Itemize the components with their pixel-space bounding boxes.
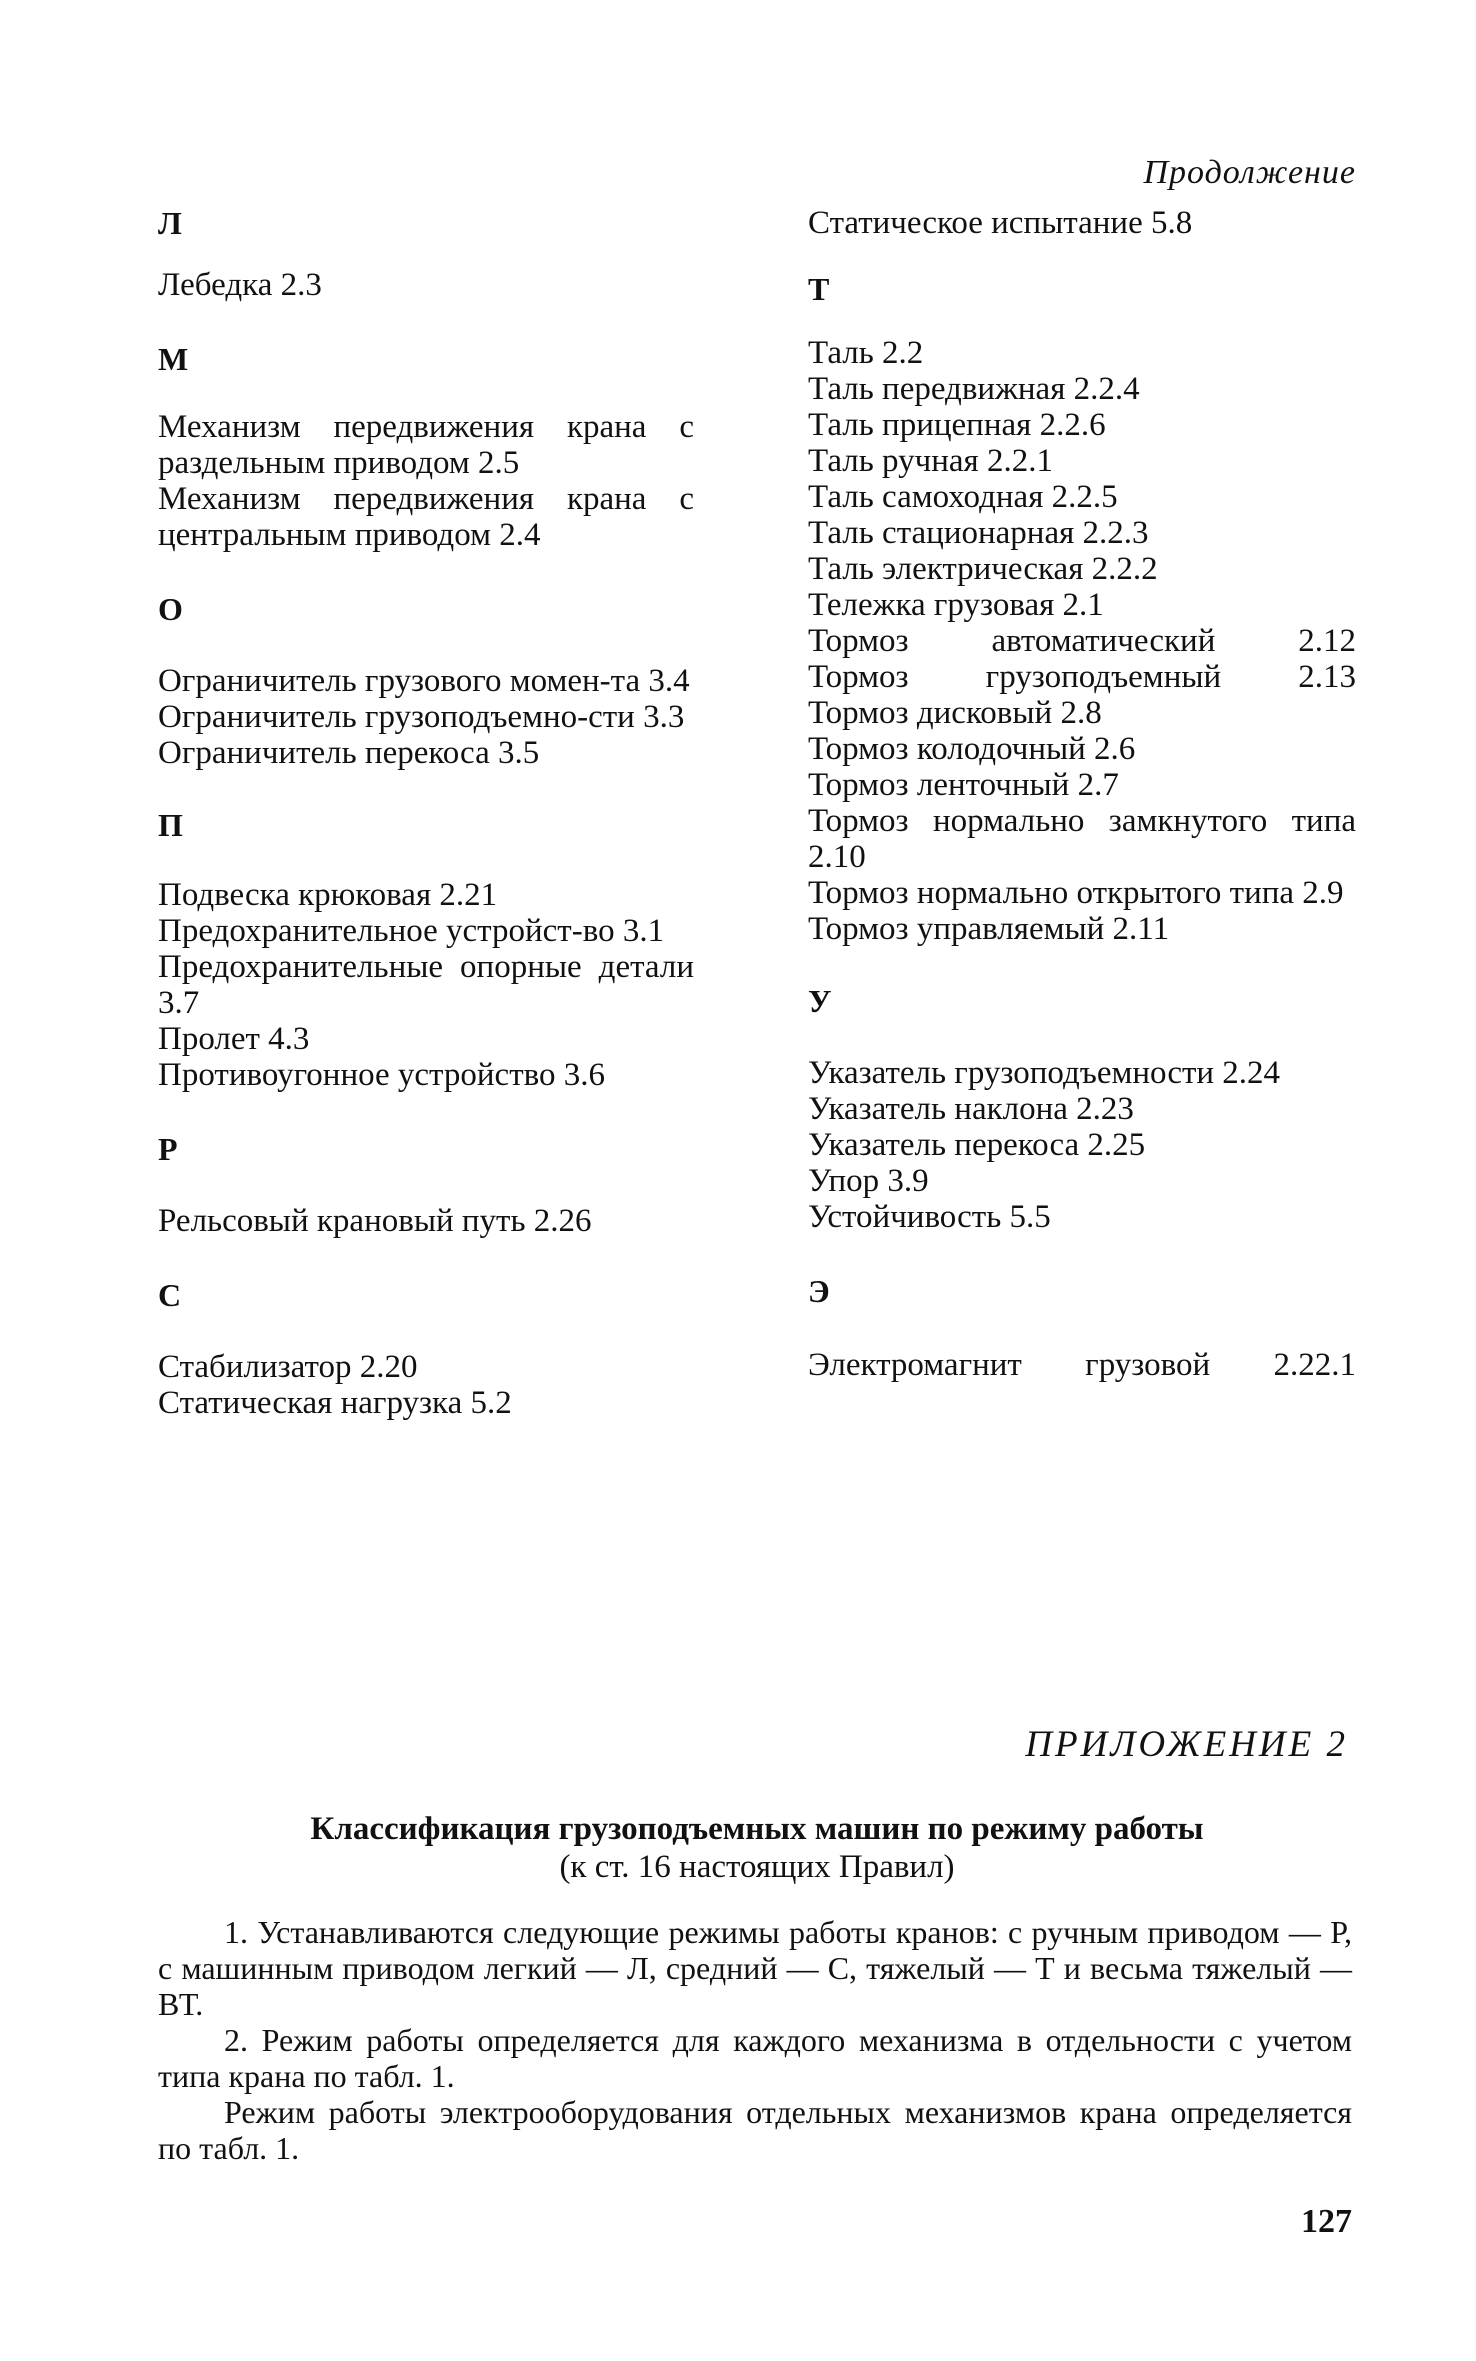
continuation-label: Продолжение: [1143, 154, 1356, 191]
index-entry: Таль стационарная 2.2.3: [808, 515, 1149, 551]
index-entry: Ограничитель грузоподъемно-сти 3.3: [158, 699, 685, 735]
index-entry: Рельсовый крановый путь 2.26: [158, 1203, 592, 1239]
index-entry: Тормоз дисковый 2.8: [808, 695, 1102, 731]
appendix-title: ПРИЛОЖЕНИЕ 2: [1025, 1724, 1348, 1765]
index-letter: М: [158, 341, 189, 377]
index-letter: О: [158, 591, 183, 627]
index-letter: Р: [158, 1131, 178, 1167]
index-entry: Ограничитель перекоса 3.5: [158, 735, 540, 771]
appendix-body: [158, 1914, 1352, 2166]
index-entry: Указатель грузоподъемности 2.24: [808, 1055, 1281, 1091]
index-entry: Подвеска крюковая 2.21: [158, 877, 498, 913]
index-entry: Стабилизатор 2.20: [158, 1349, 418, 1385]
index-entry: Тормоз управляемый 2.11: [808, 911, 1170, 947]
index-entry: Тормоз грузоподъемный 2.13: [808, 659, 1356, 695]
appendix-heading-title: Классификация грузоподъемных машин по режиму работы: [310, 1811, 1204, 1847]
index-entry: Указатель перекоса 2.25: [808, 1127, 1146, 1163]
index-entry: Статическая нагрузка 5.2: [158, 1385, 512, 1421]
index-entry: Предохранительное устройст-во 3.1: [158, 913, 665, 949]
index-letter: С: [158, 1277, 182, 1313]
index-letter: Э: [808, 1273, 830, 1309]
index-letter: Т: [808, 271, 830, 307]
index-entry: Таль прицепная 2.2.6: [808, 407, 1106, 443]
index-entry: Таль 2.2: [808, 335, 924, 371]
page-number: 127: [1301, 2203, 1352, 2240]
index-entry: Тормоз колодочный 2.6: [808, 731, 1136, 767]
index-right-column: [808, 205, 1356, 1383]
index-entry: Таль самоходная 2.2.5: [808, 479, 1118, 515]
index-entry: Тормоз автоматический 2.12: [808, 623, 1356, 659]
index-left-column: [158, 205, 694, 1421]
index-entry: Таль ручная 2.2.1: [808, 443, 1053, 479]
index-entry: Тормоз нормально замкнутого типа 2.10: [808, 803, 1356, 875]
paragraph: 1. Устанавливаются следующие режимы работы кранов: с ручным приводом — Р, с машинным приводом легкий — Л, средний — С, тяжелый — Т и весьма тяжелый — ВТ.: [158, 1914, 1352, 2022]
index-entry: Упор 3.9: [808, 1163, 929, 1199]
appendix-subheading: (к ст. 16 настоящих Правил): [559, 1849, 955, 1885]
index-entry: Таль электрическая 2.2.2: [808, 551, 1158, 587]
index-entry: Пролет 4.3: [158, 1021, 310, 1057]
paragraph: Режим работы электрооборудования отдельных механизмов крана определяется по табл. 1.: [158, 2094, 1352, 2166]
index-entry: Таль передвижная 2.2.4: [808, 371, 1140, 407]
index-entry: Статическое испытание 5.8: [808, 205, 1193, 241]
paragraph: 2. Режим работы определяется для каждого механизма в отдельности с учетом типа крана по табл. 1.: [158, 2022, 1352, 2094]
appendix-heading: [158, 1810, 1356, 1886]
index-entry: Устойчивость 5.5: [808, 1199, 1051, 1235]
index-entry: Предохранительные опорные детали 3.7: [158, 949, 694, 1021]
index-entry: Противоугонное устройство 3.6: [158, 1057, 605, 1093]
index-entry: Электромагнит грузовой 2.22.1: [808, 1347, 1356, 1383]
index-letter: П: [158, 807, 183, 843]
index-entry: Тормоз ленточный 2.7: [808, 767, 1119, 803]
index-entry: Тормоз нормально открытого типа 2.9: [808, 875, 1344, 911]
index-letter: У: [808, 983, 832, 1019]
index-entry: Механизм передвижения крана с раздельным приводом 2.5: [158, 409, 694, 481]
index-entry: Механизм передвижения крана с центральным приводом 2.4: [158, 481, 694, 553]
index-entry: Лебедка 2.3: [158, 267, 322, 303]
index-letter: Л: [158, 205, 182, 241]
index-entry: Тележка грузовая 2.1: [808, 587, 1104, 623]
index-entry: Указатель наклона 2.23: [808, 1091, 1134, 1127]
index-entry: Ограничитель грузового момен-та 3.4: [158, 663, 690, 699]
